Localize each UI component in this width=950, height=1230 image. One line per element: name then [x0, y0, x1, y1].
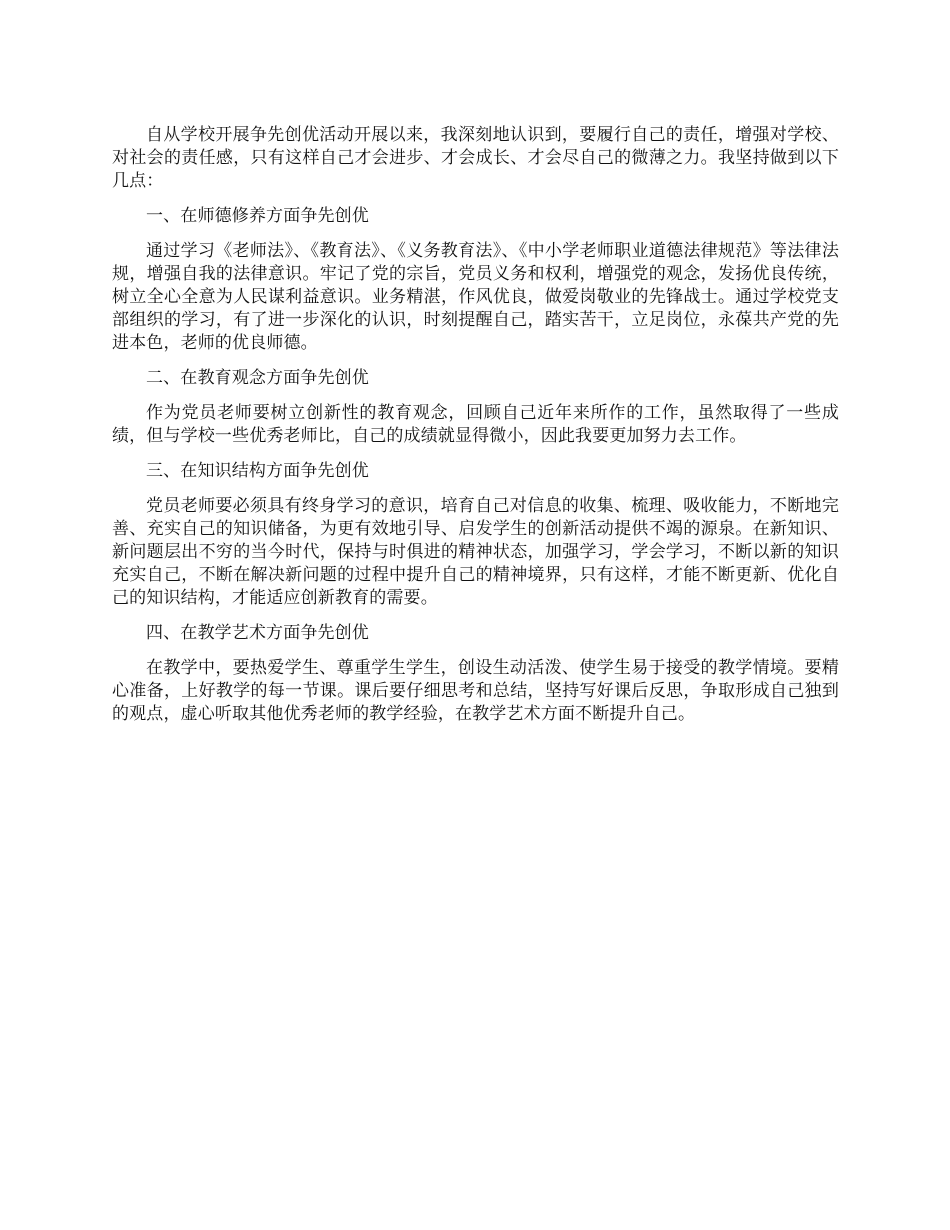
section-paragraph-3: 党员老师要必须具有终身学习的意识，培育自己对信息的收集、梳理、吸收能力，不断地完善、充实自己的知识储备，为更有效地引导、启发学生的创新活动提供不竭的源泉。在新知识、新问题层出不穷的当今时代，保持与时俱进的精神状态，加强学习，学会学习，不断以新的知识充实自己，不断在解决新问题的过程中提升自己的精神境界，只有这样，才能不断更新、优化自己的知识结构，才能适应创新教育的需要。: [112, 496, 839, 608]
section-paragraph-2: 作为党员老师要树立创新性的教育观念，回顾自己近年来所作的工作，虽然取得了一些成绩，但与学校一些优秀老师比，自己的成绩就显得微小，因此我要更加努力去工作。: [112, 403, 839, 446]
section-paragraph-1: 通过学习《老师法》、《教育法》、《义务教育法》、《中小学老师职业道德法律规范》等法律法规，增强自我的法律意识。牢记了党的宗旨，党员义务和权利，增强党的观念，发扬优良传统，树立全心全意为人民谋利益意识。业务精湛，作风优良，做爱岗敬业的先锋战士。通过学校党支部组织的学习，有了进一步深化的认识，时刻提醒自己，踏实苦干，立足岗位，永葆共产党的先进本色，老师的优良师德。: [112, 241, 839, 353]
intro-paragraph: 自从学校开展争先创优活动开展以来，我深刻地认识到，要履行自己的责任，增强对学校、对社会的责任感，只有这样自己才会进步、才会成长、才会尽自己的微薄之力。我坚持做到以下几点：: [112, 125, 839, 191]
section-heading-1: 一、在师德修养方面争先创优: [146, 206, 369, 226]
section-heading-2: 二、在教育观念方面争先创优: [146, 368, 369, 388]
document-body: [112, 124, 839, 738]
section-heading-3: 三、在知识结构方面争先创优: [146, 461, 369, 481]
section-paragraph-4: 在教学中，要热爱学生、尊重学生学生，创设生动活泼、使学生易于接受的教学情境。要精心准备，上好教学的每一节课。课后要仔细思考和总结，坚持写好课后反思，争取形成自己独到的观点，虚心听取其他优秀老师的教学经验，在教学艺术方面不断提升自己。: [112, 658, 839, 724]
section-heading-4: 四、在教学艺术方面争先创优: [146, 623, 369, 643]
